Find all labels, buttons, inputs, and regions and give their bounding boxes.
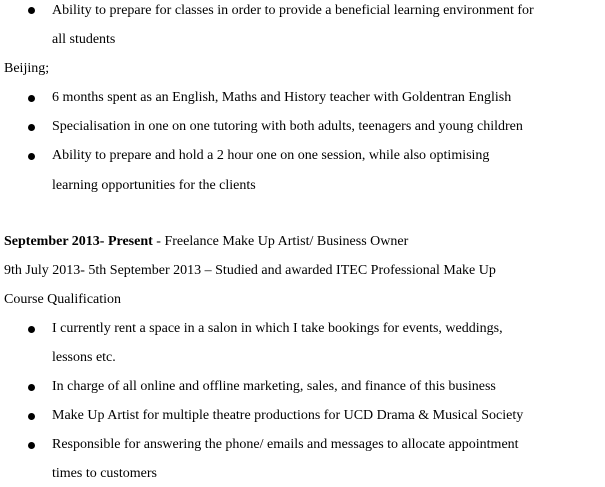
job-dates: September 2013- Present — [4, 234, 153, 249]
bullet-dot — [28, 153, 35, 160]
location-label: Beijing; — [4, 61, 50, 76]
bullet-text-continued: learning opportunities for the clients — [52, 178, 256, 193]
bullet-dot — [28, 7, 35, 14]
bullet-text: Ability to prepare for classes in order to provide a beneficial learning environment for — [52, 3, 534, 18]
bullet-dot — [28, 124, 35, 131]
bullet-text: Ability to prepare and hold a 2 hour one on one session, while also optimising — [52, 148, 490, 163]
job-heading — [4, 233, 408, 251]
bullet-text: In charge of all online and offline marketing, sales, and finance of this business — [52, 379, 496, 394]
bullet-text: Make Up Artist for multiple theatre productions for UCD Drama & Musical Society — [52, 408, 524, 423]
bullet-text-continued: lessons etc. — [52, 350, 116, 365]
bullet-dot — [28, 95, 35, 102]
bullet-dot — [28, 442, 35, 449]
bullet-text: Specialisation in one on one tutoring with both adults, teenagers and young children — [52, 119, 523, 134]
course-line: 9th July 2013- 5th September 2013 – Studied and awarded ITEC Professional Make Up — [4, 263, 496, 278]
bullet-text-continued: times to customers — [52, 466, 157, 481]
bullet-text: I currently rent a space in a salon in which I take bookings for events, weddings, — [52, 321, 503, 336]
bullet-text: Responsible for answering the phone/ emails and messages to allocate appointment — [52, 437, 519, 452]
course-line-continued: Course Qualification — [4, 292, 122, 307]
bullet-text-continued: all students — [52, 32, 116, 47]
bullet-text: 6 months spent as an English, Maths and History teacher with Goldentran English — [52, 90, 512, 105]
bullet-dot — [28, 413, 35, 420]
bullet-dot — [28, 326, 35, 333]
job-title: - Freelance Make Up Artist/ Business Owner — [152, 234, 409, 249]
bullet-dot — [28, 384, 35, 391]
